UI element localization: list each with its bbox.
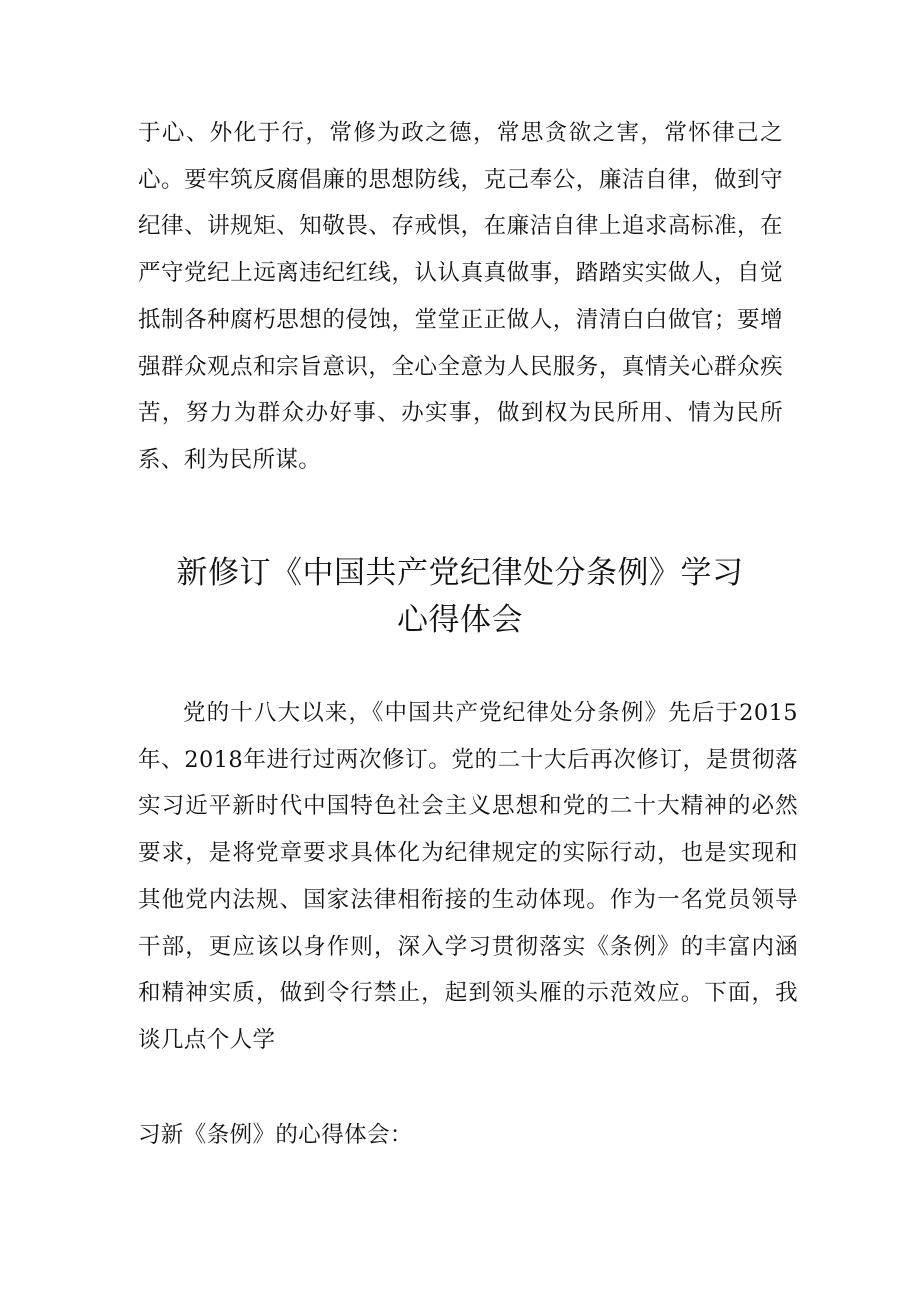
tail-paragraph: 习新《条例》的心得体会： [138,1122,413,1148]
continued-paragraph: 于心、外化于行，常修为政之德，常思贪欲之害，常怀律己之心。要牢筑反腐倡廉的思想防线，克己奉公，廉洁自律，做到守纪律、讲规矩、知敬畏、存戒惧，在廉洁自律上追求高标准，在严守党纪上远离违纪红线，认认真真做事，踏踏实实做人，自觉抵制各种腐朽思想的侵蚀，堂堂正正做人，清清白白做官；要增强群众观点和宗旨意识，全心全意为人民服务，真情关心群众疾苦，努力为群众办好事、办实事，做到权为民所用、情为民所系、利为民所谋。 [138,120,783,473]
title-line-1: 新修订《中国共产党纪律处分条例》学习 [176,555,744,591]
article-title [110,550,810,644]
title-line-2: 心得体会 [397,602,523,638]
intro-paragraph: 党的十八大以来，《中国共产党纪律处分条例》先后于2015年、2018年进行过两次修订。党的二十大后再次修订，是贯彻落实习近平新时代中国特色社会主义思想和党的二十大精神的必然要求，是将党章要求具体化为纪律规定的实际行动，也是实现和其他党内法规、国家法律相衔接的生动体现。作为一名党员领导干部，更应该以身作则，深入学习贯彻落实《条例》的丰富内涵和精神实质，做到令行禁止，起到领头雁的示范效应。下面，我谈几点个人学 [138,700,798,1053]
